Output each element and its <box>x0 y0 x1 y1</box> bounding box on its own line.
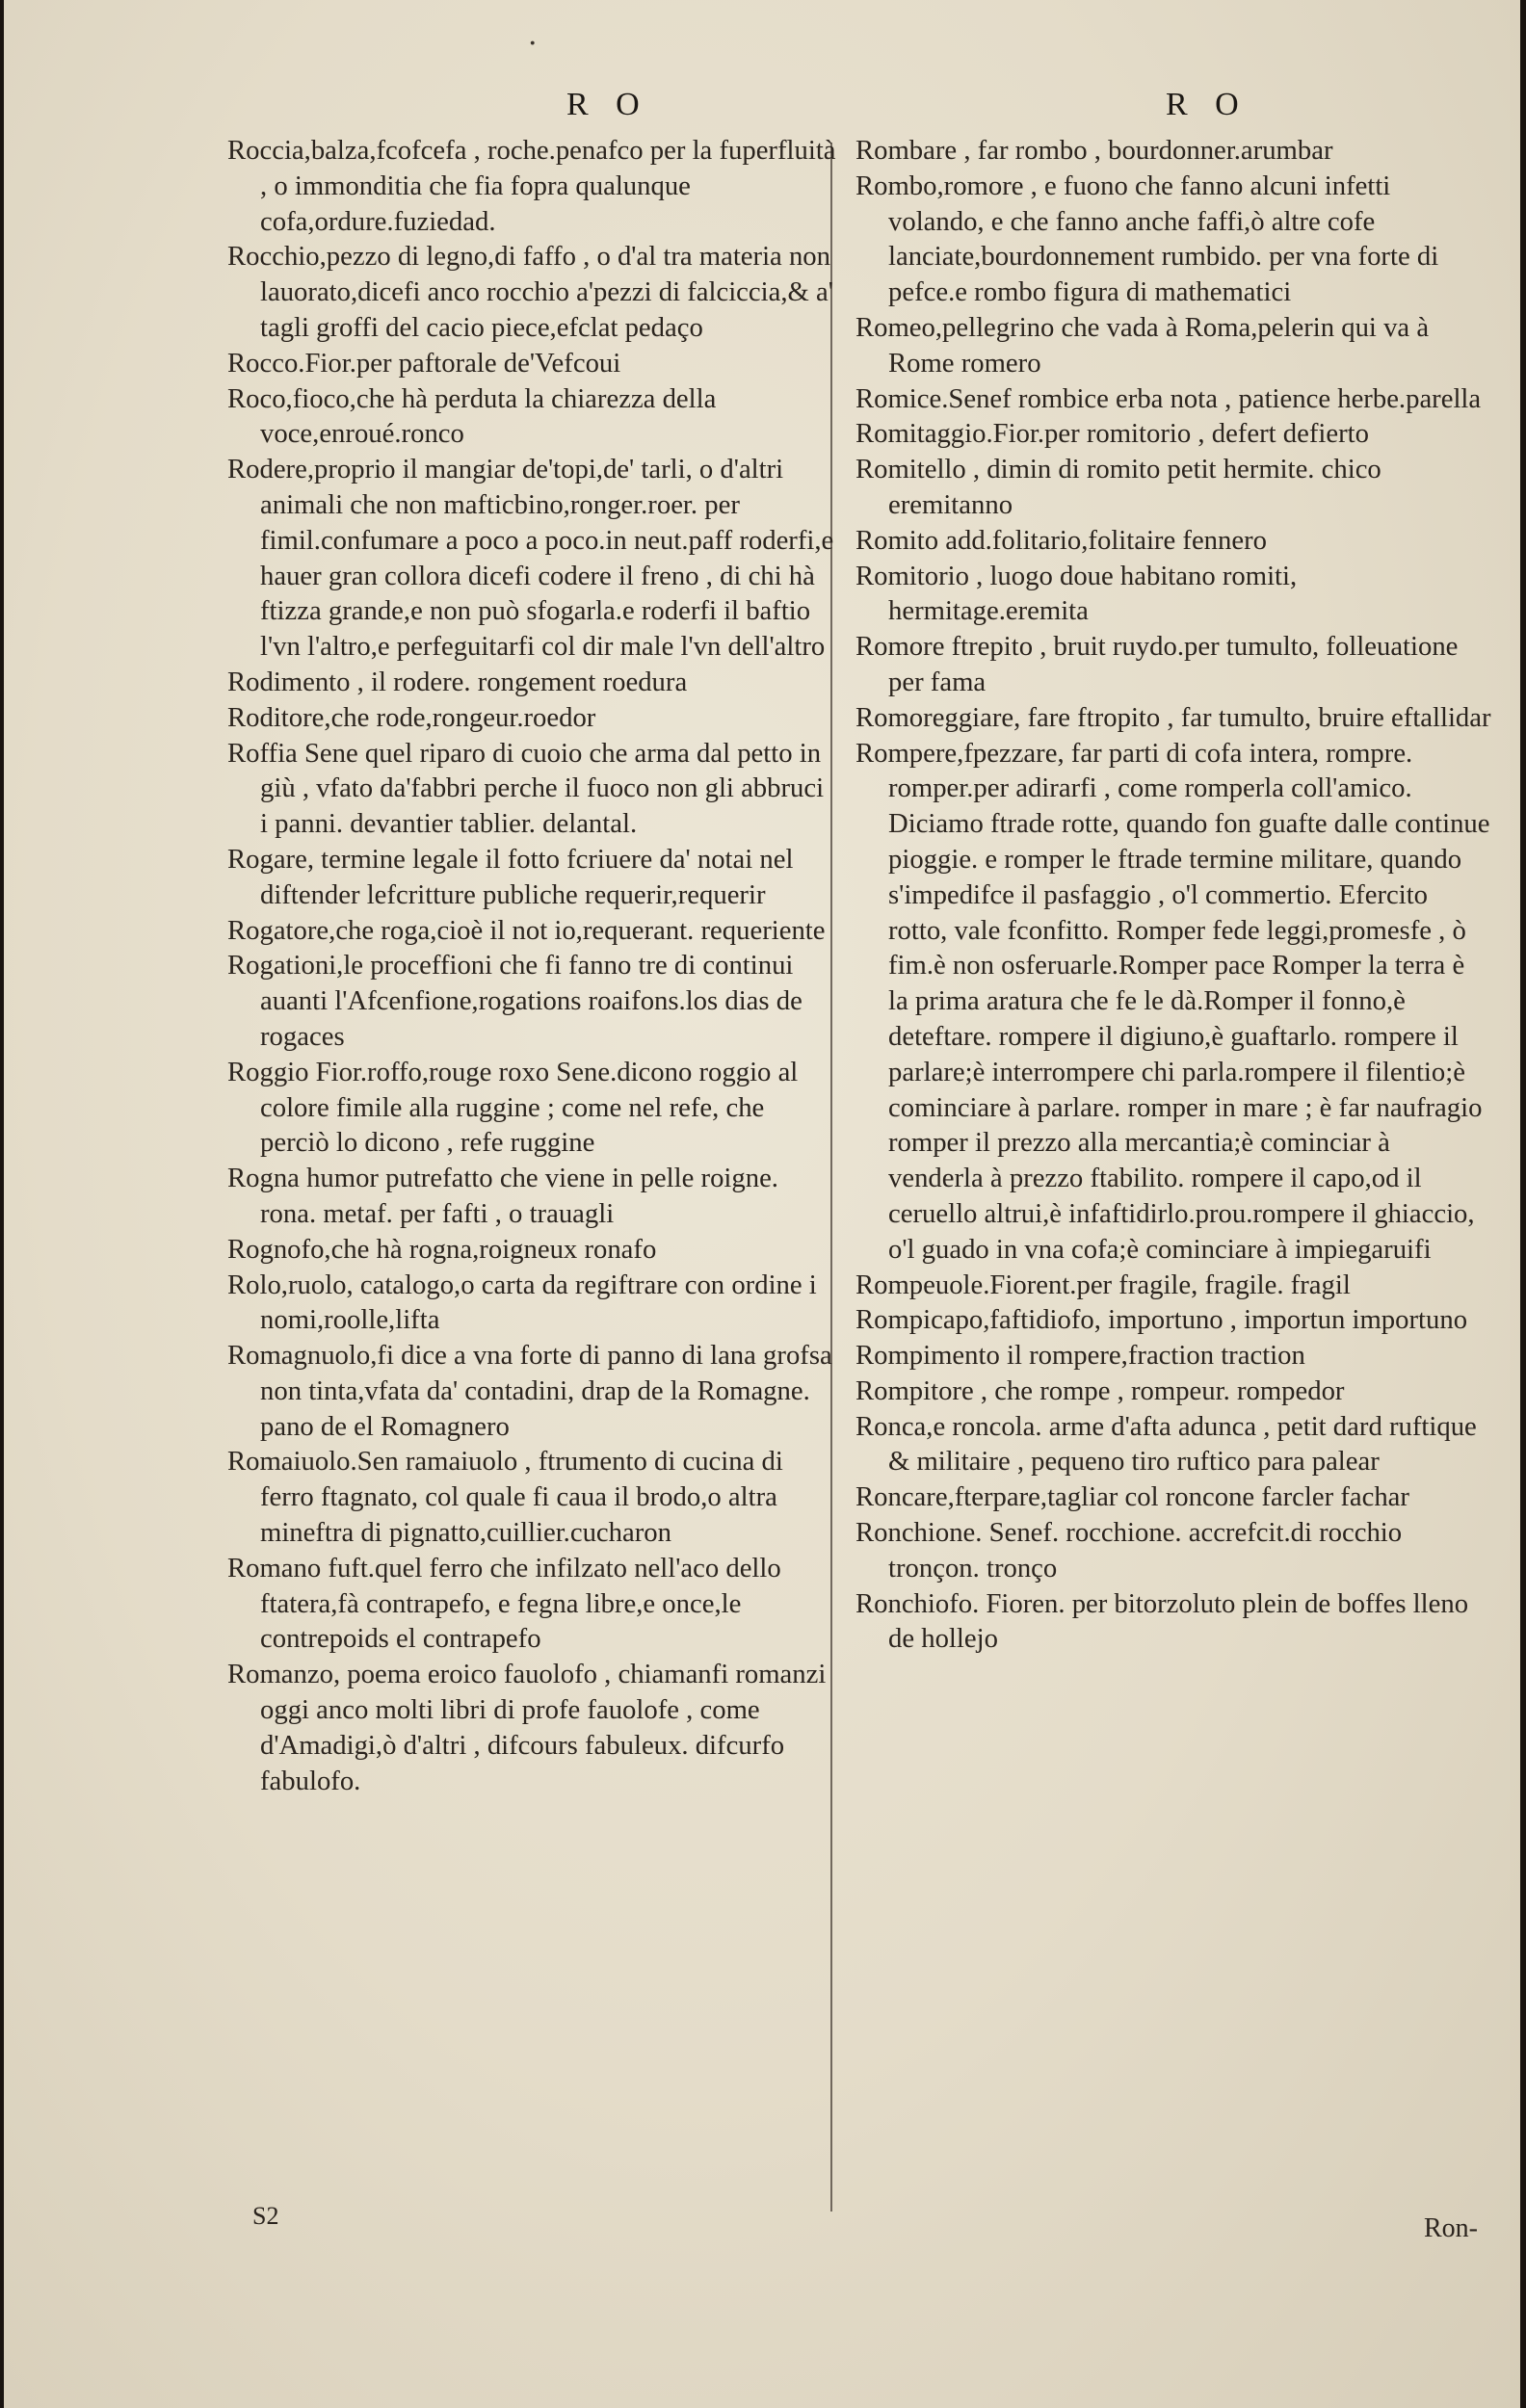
dictionary-entry: Roggio Fior.roffo,rouge roxo Sene.dicono roggio al colore fimile alla ruggine ; come nel refe, che perciò lo dicono , refe ruggine <box>227 1056 799 1159</box>
dictionary-entry: Rogare, termine legale il fotto fcriuere da' notai nel diftender lefcritture publiche requerir,requerir <box>227 843 794 910</box>
dictionary-entry: Romagnuolo,fi dice a vna forte di panno di lana grofsa non tinta,vfata da' contadini, drap de la Romagne. pano de el Romagnero <box>227 1340 832 1442</box>
dictionary-entry: Roco,fioco,che hà perduta la chiarezza della voce,enroué.ronco <box>227 382 717 450</box>
dictionary-entry: Rogna humor putrefatto che viene in pelle roigne. rona. metaf. per fafti , o trauagli <box>227 1163 778 1229</box>
dictionary-entry: Roditore,che rode,rongeur.roedor <box>227 701 596 733</box>
dictionary-entry: Romitaggio.Fior.per romitorio , defert defierto <box>855 418 1369 450</box>
dictionary-entry: Romeo,pellegrino che vada à Roma,pelerin qui va à Rome romero <box>855 311 1430 379</box>
dictionary-entry: Rompere,fpezzare, far parti di cofa intera, rompre. romper.per adirarfi , come romperla coll'amico. Diciamo ftrade rotte, quando fon guafte dalle continue pioggie. e romper le ftrade termine militare, quando s'impedifce il pasfaggio , o'l commertio. Efercito rotto, vale fconfitto. Romper fede leggi,promesfe , ò fim.è non osferuarle.Romper pace Romper la terra è la prima aratura che fe le dà.Romper il fonno,è deteftare. rompere il digiuno,è guaftarlo. rompere il parlare;è interrompere chi parla.rompere il filentio;è cominciare à parlare. romper in mare ; è far naufragio romper il prezzo alla mercantia;è cominciar à venderla à prezzo ftabilito. rompere il capo,od il ceruello altrui,è infaftidirlo.prou.rompere il ghiaccio, o'l guado in vna cofa;è cominciare à impiegaruifi <box>855 737 1490 1265</box>
dictionary-entry: Roccia,balza,fcofcefa , roche.penafco per la fuperfluità , o immonditia che fia fopra qualunque cofa,ordure.fuziedad. <box>227 135 836 237</box>
dictionary-entry: Rodimento , il rodere. rongement roedura <box>227 666 688 697</box>
dictionary-entry: Roffia Sene quel riparo di cuoio che arma dal petto in giù , vfato da'fabbri perche il fuoco non gli abbruci i panni. devantier tablier. delantal. <box>227 737 825 840</box>
dictionary-entry: Romano fuft.quel ferro che infilzato nell'aco dello ftatera,fà contrapefo, e fegna libre,e once,le contrepoids el contrapefo <box>227 1552 781 1655</box>
dictionary-entry: Romitello , dimin di romito petit hermite. chico eremitanno <box>855 454 1381 520</box>
dictionary-entry: Romore ftrepito , bruit ruydo.per tumulto, folleuatione per fama <box>855 631 1459 697</box>
left-column <box>227 133 836 1798</box>
dictionary-entry: Ronchione. Senef. rocchione. accrefcit.di rocchio tronçon. tronço <box>855 1517 1403 1584</box>
catchword: Ron- <box>1424 2213 1478 2243</box>
dictionary-entry: Rogatore,che roga,cioè il not io,requerant. requeriente <box>227 914 826 946</box>
dictionary-entry: Rompicapo,faftidiofo, importuno , importun importuno <box>855 1304 1468 1336</box>
dictionary-entry: Romanzo, poema eroico fauolofo , chiamanfi romanzi oggi anco molti libri di profe fauolofe , come d'Amadigi,ò d'altri , difcours fabuleux. difcurfo fabulofo. <box>227 1659 827 1796</box>
dictionary-entry: Rompeuole.Fiorent.per fragile, fragile. fragil <box>855 1269 1351 1300</box>
dictionary-entry: Roncare,fterpare,tagliar col roncone farcler fachar <box>855 1481 1409 1513</box>
signature-mark: S2 <box>252 2202 279 2230</box>
dictionary-entry: Rolo,ruolo, catalogo,o carta da regiftrare con ordine i nomi,roolle,lifta <box>227 1269 817 1336</box>
right-column <box>855 133 1491 1657</box>
dictionary-entry: Rombo,romore , e fuono che fanno alcuni infetti volando, e che fanno anche faffi,ò altre cofe lanciate,bourdonnement rumbido. per vna forte di pefce.e rombo figura di mathematici <box>855 170 1439 308</box>
dictionary-entry: Rognofo,che hà rogna,roigneux ronafo <box>227 1233 657 1265</box>
dictionary-entry: Rocco.Fior.per paftorale de'Vefcoui <box>227 347 621 379</box>
top-mark: · <box>528 27 538 61</box>
dictionary-entry: Romoreggiare, fare ftropito , far tumulto, bruire eftallidar <box>855 701 1491 733</box>
dictionary-entry: Rombare , far rombo , bourdonner.arumbar <box>855 135 1333 166</box>
dictionary-entry: Rocchio,pezzo di legno,di faffo , o d'al tra materia non lauorato,dicefi anco rocchio a'pezzi di falciccia,& a' tagli groffi del cacio piece,efclat pedaço <box>227 241 833 343</box>
dictionary-entry: Romice.Senef rombice erba nota , patience herbe.parella <box>855 382 1482 414</box>
dictionary-entry: Rompimento il rompere,fraction traction <box>855 1340 1305 1372</box>
dictionary-entry: Romitorio , luogo doue habitano romiti, hermitage.eremita <box>855 560 1298 627</box>
dictionary-entry: Romito add.folitario,folitaire fennero <box>855 524 1267 556</box>
dictionary-entry: Ronca,e roncola. arme d'afta adunca , petit dard ruftique & militaire , pequeno tiro ruftico para palear <box>855 1410 1477 1478</box>
running-head-left: R O <box>566 87 649 122</box>
dictionary-entry: Rompitore , che rompe , rompeur. rompedor <box>855 1374 1345 1406</box>
dictionary-entry: Romaiuolo.Sen ramaiuolo , ftrumento di cucina di ferro ftagnato, col quale fi caua il brodo,o altra mineftra di pignatto,cuillier.cucharon <box>227 1446 783 1549</box>
dictionary-entry: Rodere,proprio il mangiar de'topi,de' tarli, o d'altri animali che non mafticbino,ronger.roer. per fimil.confumare a poco a poco.in neut.paff roderfi,e hauer gran collora dicefi codere il freno , di chi hà ftizza grande,e non può sfogarla.e roderfi il baftio l'vn l'altro,e perfeguitarfi col dir male l'vn dell'altro <box>227 454 834 663</box>
dictionary-entry: Rogationi,le proceffioni che fi fanno tre di continui auanti l'Afcenfione,rogations roaifons.los dias de rogaces <box>227 950 802 1052</box>
page-edge-left <box>0 0 4 2408</box>
page-edge-right <box>1520 0 1526 2408</box>
running-head-right: R O <box>1166 87 1249 122</box>
dictionary-entry: Ronchiofo. Fioren. per bitorzoluto plein de boffes lleno de hollejo <box>855 1587 1469 1655</box>
